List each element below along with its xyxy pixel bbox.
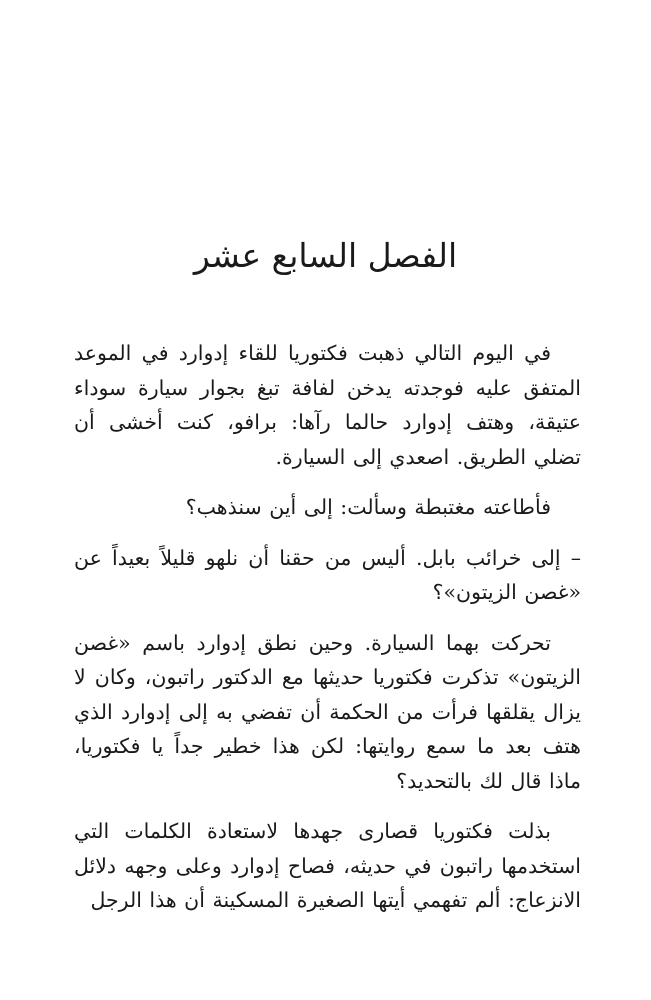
- chapter-body: [74, 336, 581, 934]
- paragraph-5: بذلت فكتوريا قصارى جهدها لاستعادة الكلمات التي استخدمها راتبون في حديثه، فصاح إدوارد وعلى وجهه دلائل الانزعاج: ألم تفهمي أيتها الصغيرة المسكينة أن هذا الرجل: [74, 819, 581, 912]
- paragraph-4: تحركت بهما السيارة. وحين نطق إدوارد باسم «غصن الزيتون» تذكرت فكتوريا حديثها مع الدكتور راتبون، وكان لا يزال يقلقها فرأت من الحكمة أن تفضي به إلى إدوارد الذي هتف بعد ما سمع روايتها: لكن هذا خطير جداً يا فكتوريا، ماذا قال لك بالتحديد؟: [74, 630, 581, 793]
- paragraph-3: – إلى خرائب بابل. أليس من حقنا أن نلهو قليلاً بعيداً عن «غصن الزيتون»؟: [74, 545, 581, 604]
- paragraph-1: في اليوم التالي ذهبت فكتوريا للقاء إدوارد في الموعد المتفق عليه فوجدته يدخن لفافة تبغ بجوار سيارة سوداء عتيقة، وهتف إدوارد حالما رآها: برافو، كنت أخشى أن تضلي الطريق. اصعدي إلى السيارة.: [74, 341, 581, 469]
- paragraph-2: فأطاعته مغتبطة وسألت: إلى أين سنذهب؟: [185, 495, 551, 519]
- chapter-title: الفصل السابع عشر: [193, 236, 458, 275]
